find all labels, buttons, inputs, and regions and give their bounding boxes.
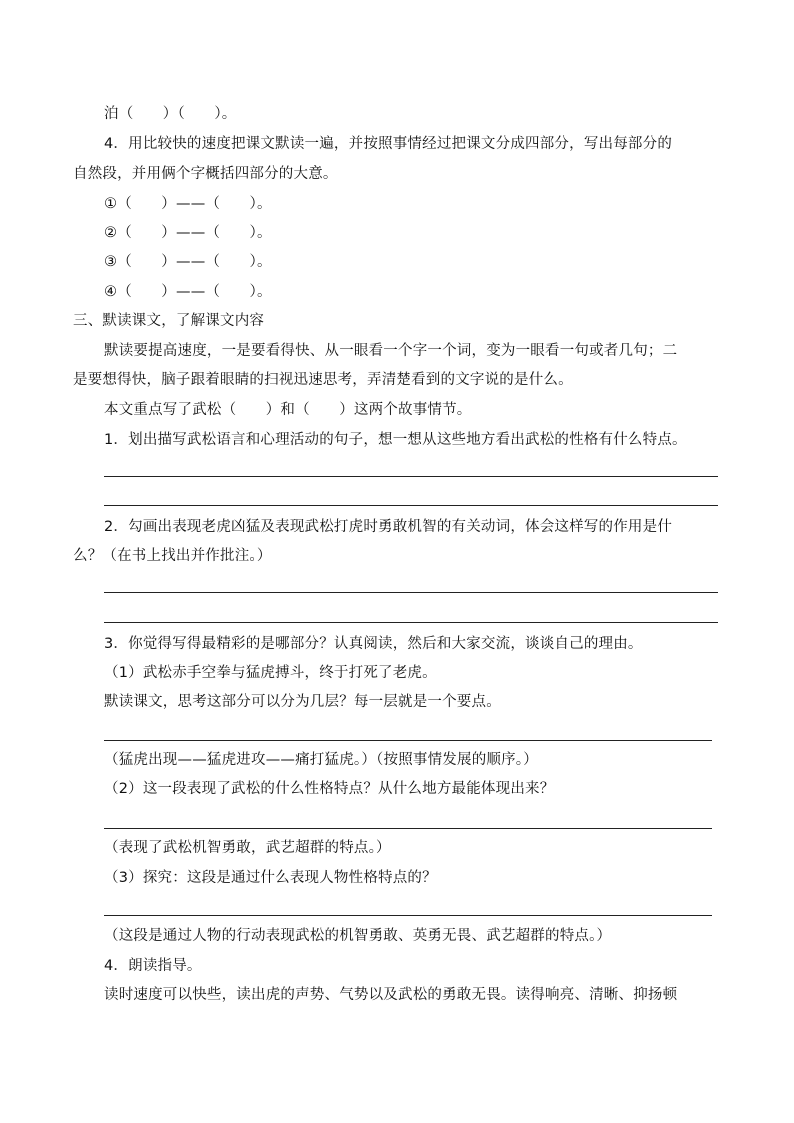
- paragraph-line: 读时速度可以快些，读出虎的声势、气势以及武松的勇敢无畏。读得响亮、清晰、抑扬顿: [104, 987, 678, 1003]
- answer-text: （猛虎出现——猛虎进攻——痛打猛虎。）（按照事情发展的顺序。）: [104, 752, 538, 768]
- text-line: 本文重点写了武松（ ）和（ ）这两个故事情节。: [104, 402, 472, 418]
- answer-line: [104, 505, 718, 506]
- answer-line: [104, 622, 718, 623]
- text-line: 默读课文，思考这部分可以分为几层？每一层就是一个要点。: [104, 694, 501, 710]
- question-3: 3．你觉得写得最精彩的是哪部分？认真阅读，然后和大家交流，谈谈自己的理由。: [104, 636, 643, 652]
- answer-line: [104, 828, 712, 829]
- question-4-reading: 4．朗读指导。: [104, 958, 202, 974]
- text-line: 么？（在书上找出并作批注。）: [73, 548, 272, 564]
- answer-line: [104, 592, 718, 593]
- sub-item-2: （2）这一段表现了武松的什么性格特点？从什么地方最能体现出来？: [104, 781, 555, 797]
- question-1: 1．划出描写武松语言和心理活动的句子，想一想从这些地方看出武松的性格有什么特点。: [104, 432, 687, 448]
- sub-item-1: （1）武松赤手空拳与猛虎搏斗，终于打死了老虎。: [104, 665, 437, 681]
- question-2: 2．勾画出表现老虎凶猛及表现武松打虎时勇敢机智的有关动词，体会这样写的作用是什: [104, 519, 673, 535]
- answer-blank-3: ③（ ）——（ ）。: [104, 254, 272, 270]
- answer-text: （表现了武松机智勇敢，武艺超群的特点。）: [104, 840, 391, 856]
- answer-text: （这段是通过人物的行动表现武松的机智勇敢、英勇无畏、武艺超群的特点。）: [104, 928, 612, 944]
- answer-line: [104, 915, 712, 916]
- answer-blank-2: ②（ ）——（ ）。: [104, 225, 272, 241]
- paragraph-line: 默读要提高速度，一是要看得快、从一眼看一个字一个词，变为一眼看一句或者几句；二: [104, 343, 678, 359]
- question-4: 4．用比较快的速度把课文默读一遍，并按照事情经过把课文分成四部分，写出每部分的: [104, 136, 673, 152]
- answer-blank-4: ④（ ）——（ ）。: [104, 284, 272, 300]
- text-line: 自然段，并用俩个字概括四部分的大意。: [73, 166, 338, 182]
- answer-line: [104, 476, 718, 477]
- answer-line: [104, 740, 712, 741]
- section-heading: 三、默读课文，了解课文内容: [73, 313, 265, 329]
- answer-blank-1: ①（ ）——（ ）。: [104, 196, 272, 212]
- paragraph-line: 是要想得快，脑子跟着眼睛的扫视迅速思考，弄清楚看到的文字说的是什么。: [73, 372, 573, 388]
- text-line: 泊（ ）（ ）。: [104, 106, 237, 122]
- sub-item-3: （3）探究：这段是通过什么表现人物性格特点的？: [104, 870, 437, 886]
